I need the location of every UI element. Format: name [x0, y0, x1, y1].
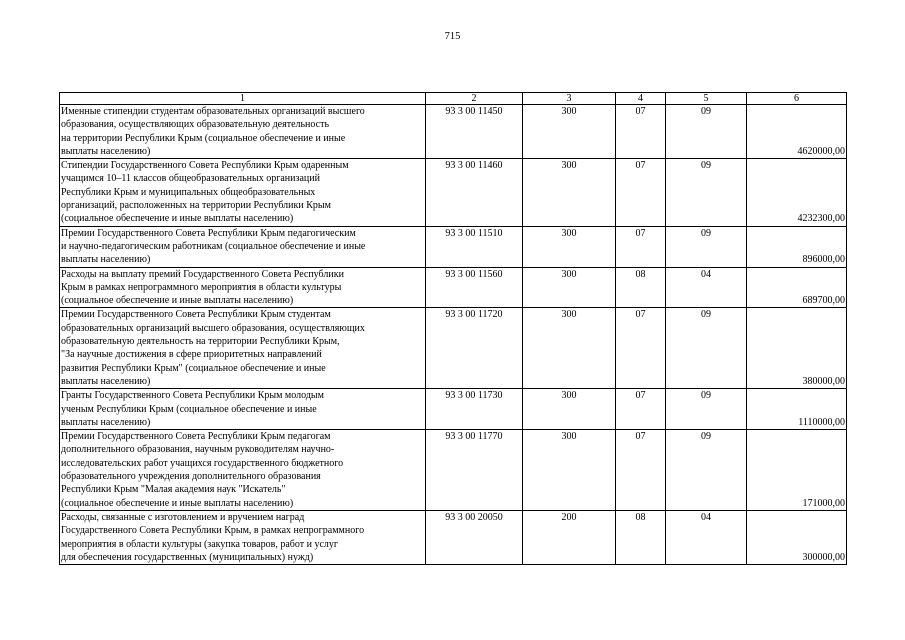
section-cell: 07	[616, 308, 666, 389]
section-cell: 08	[616, 510, 666, 564]
expense-name-cell	[60, 105, 426, 159]
expense-name-cell	[60, 267, 426, 308]
expense-name-cell	[60, 159, 426, 226]
column-header: 4	[616, 93, 666, 105]
target-article-code-cell: 93 3 00 11720	[426, 308, 523, 389]
expense-name-line: образовательных организаций высшего образования, осуществляющих	[61, 322, 365, 334]
subsection-cell: 04	[666, 510, 747, 564]
target-article-code-cell: 93 3 00 11510	[426, 226, 523, 267]
expense-name-line: выплаты населению)	[61, 145, 151, 157]
column-header: 1	[60, 93, 426, 105]
expense-name-cell	[60, 430, 426, 511]
expense-type-cell: 300	[523, 159, 616, 226]
expense-name-line: Премии Государственного Совета Республики Крым педагогам	[61, 431, 331, 443]
expense-name-line: организаций, расположенных на территории Республики Крым	[61, 200, 331, 212]
section-cell: 07	[616, 226, 666, 267]
expense-name-line: учащимся 10–11 классов общеобразовательных организаций	[61, 173, 320, 185]
budget-table	[59, 92, 847, 565]
amount-cell: 896000,00	[747, 226, 847, 267]
subsection-cell: 09	[666, 430, 747, 511]
column-header: 2	[426, 93, 523, 105]
target-article-code-cell: 93 3 00 11560	[426, 267, 523, 308]
expense-name-line: (социальное обеспечение и иные выплаты населению)	[61, 497, 294, 509]
section-cell: 07	[616, 105, 666, 159]
target-article-code-cell: 93 3 00 11730	[426, 389, 523, 430]
expense-name-line: Республики Крым "Малая академия наук "Искатель"	[61, 484, 286, 496]
expense-name-line: Республики Крым и муниципальных общеобразовательных	[61, 186, 316, 198]
expense-name-line: Государственного Совета Республики Крым, в рамках непрограммного	[61, 525, 365, 537]
expense-type-cell: 300	[523, 226, 616, 267]
column-header: 3	[523, 93, 616, 105]
section-cell: 07	[616, 159, 666, 226]
column-header: 6	[747, 93, 847, 105]
section-cell: 07	[616, 389, 666, 430]
expense-name-line: (социальное обеспечение и иные выплаты населению)	[61, 213, 294, 225]
target-article-code-cell: 93 3 00 20050	[426, 510, 523, 564]
expense-name-line: выплаты населению)	[61, 254, 151, 266]
expense-name-line: мероприятия в области культуры (закупка товаров, работ и услуг	[61, 538, 339, 550]
expense-name-line: ученым Республики Крым (социальное обеспечение и иные	[61, 403, 317, 415]
amount-cell: 380000,00	[747, 308, 847, 389]
table-row	[60, 389, 847, 430]
column-header: 5	[666, 93, 747, 105]
subsection-cell: 04	[666, 267, 747, 308]
subsection-cell: 09	[666, 226, 747, 267]
table-row	[60, 308, 847, 389]
expense-name-line: дополнительного образования, научным руководителям научно-	[61, 444, 335, 456]
amount-cell: 4232300,00	[747, 159, 847, 226]
amount-cell: 1110000,00	[747, 389, 847, 430]
subsection-cell: 09	[666, 159, 747, 226]
section-cell: 07	[616, 430, 666, 511]
section-cell: 08	[616, 267, 666, 308]
expense-name-line: Крым в рамках непрограммного мероприятия в области культуры	[61, 281, 342, 293]
expense-name-line: Именные стипендии студентам образовательных организаций высшего	[61, 106, 365, 117]
subsection-cell: 09	[666, 308, 747, 389]
target-article-code-cell: 93 3 00 11450	[426, 105, 523, 159]
table-row	[60, 430, 847, 511]
amount-cell: 300000,00	[747, 510, 847, 564]
expense-type-cell: 200	[523, 510, 616, 564]
table-row	[60, 159, 847, 226]
expense-name-line: образовательного учреждения дополнительного образования	[61, 471, 321, 483]
expense-type-cell: 300	[523, 105, 616, 159]
expense-name-line: "За научные достижения в сфере приоритетных направлений	[61, 349, 322, 361]
expense-name-line: Премии Государственного Совета Республики Крым педагогическим	[61, 227, 356, 239]
page-number: 715	[444, 31, 461, 42]
expense-name-cell	[60, 308, 426, 389]
expense-name-line: Гранты Государственного Совета Республики Крым молодым	[61, 390, 324, 402]
target-article-code-cell: 93 3 00 11770	[426, 430, 523, 511]
amount-cell: 4620000,00	[747, 105, 847, 159]
expense-name-line: и научно-педагогическим работникам (социальное обеспечение и иные	[61, 240, 366, 252]
expense-type-cell: 300	[523, 267, 616, 308]
expense-name-line: Расходы на выплату премий Государственного Совета Республики	[61, 268, 344, 280]
amount-cell: 689700,00	[747, 267, 847, 308]
table-row	[60, 226, 847, 267]
expense-name-line: образовательную деятельность на территории Республики Крым,	[61, 336, 340, 348]
table-row	[60, 267, 847, 308]
expense-name-line: Расходы, связанные с изготовлением и вручением наград	[61, 511, 305, 523]
expense-name-line: образования, осуществляющих образовательную деятельность	[61, 119, 330, 131]
expense-type-cell: 300	[523, 430, 616, 511]
target-article-code-cell: 93 3 00 11460	[426, 159, 523, 226]
expense-name-line: исследовательских работ учащихся государственного бюджетного	[61, 457, 344, 469]
table-row	[60, 105, 847, 159]
subsection-cell: 09	[666, 389, 747, 430]
expense-name-line: выплаты населению)	[61, 375, 151, 387]
amount-cell: 171000,00	[747, 430, 847, 511]
subsection-cell: 09	[666, 105, 747, 159]
expense-type-cell: 300	[523, 308, 616, 389]
expense-name-line: развития Республики Крым" (социальное обеспечение и иные	[61, 362, 326, 374]
expense-type-cell: 300	[523, 389, 616, 430]
expense-name-line: выплаты населению)	[61, 416, 151, 428]
expense-name-line: Стипендии Государственного Совета Республики Крым одаренным	[61, 160, 349, 172]
expense-name-cell	[60, 226, 426, 267]
expense-name-line: для обеспечения государственных (муниципальных) нужд)	[61, 551, 314, 563]
expense-name-line: Премии Государственного Совета Республики Крым студентам	[61, 309, 331, 321]
expense-name-cell	[60, 510, 426, 564]
table-header-row	[60, 93, 847, 105]
expense-name-line: на территории Республики Крым (социальное обеспечение и иные	[61, 132, 346, 144]
table-row	[60, 510, 847, 564]
expense-name-cell	[60, 389, 426, 430]
expense-name-line: (социальное обеспечение и иные выплаты населению)	[61, 295, 294, 307]
